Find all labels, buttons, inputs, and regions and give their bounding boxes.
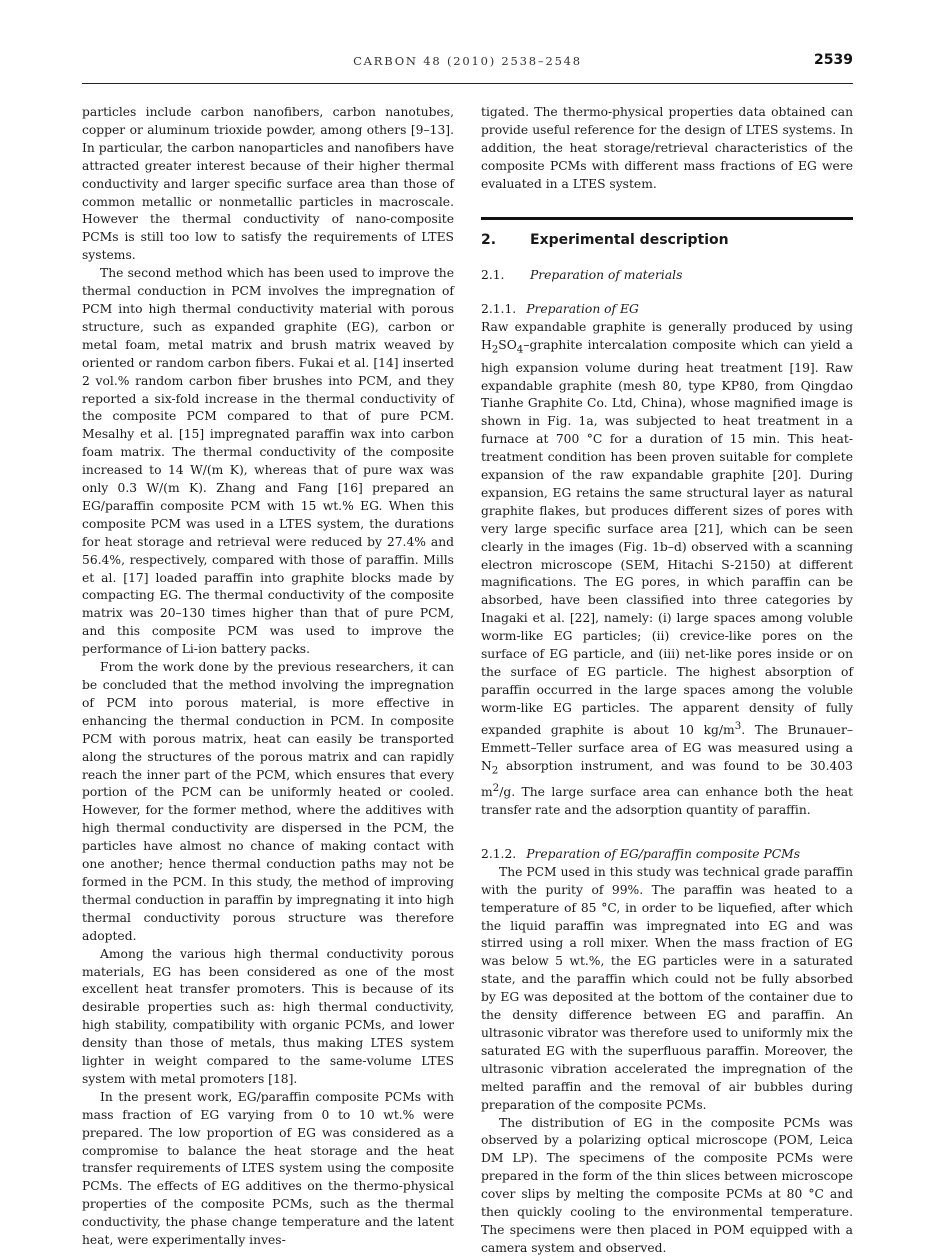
subsection-heading bbox=[481, 267, 853, 285]
chemical-formula: $H_2SO_4$ bbox=[481, 338, 524, 356]
subsubsection-heading bbox=[481, 301, 853, 319]
journal-citation: CARBON 48 (2010) 2538–2548 bbox=[353, 54, 582, 68]
subsubsection-number: 2.1.2. bbox=[481, 846, 517, 861]
subsubsection-title: Preparation of EG/paraffin composite PCMs bbox=[526, 846, 801, 861]
paragraph: From the work done by the previous researchers, it can be concluded that the method involving the impregnation of PCM into porous material, is more effective in enhancing the thermal conduction in PCM. In composite PCM with porous matrix, heat can easily be transported along the structures of the porous matrix and can rapidly reach the inner part of the PCM, which ensures that every portion of the PCM can be uniformly heated or cooled. However, for the former method, where the additives with high thermal conductivity are dispersed in the PCM, the particles have almost no chance of making contact with one another; hence thermal conduction paths may not be formed in the PCM. In this study, the method of improving thermal conduction in paraffin by impregnating it into high thermal conductivity porous structure was therefore adopted. bbox=[82, 660, 454, 943]
paragraph: tigated. The thermo-physical properties data obtained can provide useful reference for the design of LTES systems. In addition, the heat storage/retrieval characteristics of the composite PCMs with different mass fractions of EG were evaluated in a LTES system. bbox=[481, 105, 853, 191]
section-number: 2. bbox=[481, 231, 497, 248]
page-number: 2539 bbox=[814, 52, 853, 68]
subsection-title: Preparation of materials bbox=[530, 267, 683, 282]
paragraph: The distribution of EG in the composite PCMs was observed by a polarizing optical microscope (POM, Leica DM LP). The specimens of the composite PCMs were prepared in the form of the thin slices between microscope cover slips by melting the composite PCMs at 80 °C and then quickly cooling to the environmental temperature. The specimens were then placed in POM equipped with a camera system and observed. bbox=[481, 1115, 853, 1255]
section-heading bbox=[481, 231, 853, 249]
right-column bbox=[481, 104, 853, 1258]
subsubsection-heading bbox=[481, 846, 853, 864]
paragraph: The PCM used in this study was technical grade paraffin with the purity of 99%. The paraffin was heated to a temperature of 85 °C, in order to be liquefied, after which the liquid paraffin was impregnated into EG and was stirred using a roll mixer. When the mass fraction of EG was below 5 wt.%, the EG particles were in a saturated state, and the paraffin which could not be fully absorbed by EG was deposited at the bottom of the container due to the density difference between EG and paraffin. An ultrasonic vibrator was therefore used to uniformly mix the saturated EG with the superfluous paraffin. Moreover, the ultrasonic vibration accelerated the impregnation of the melted paraffin and the removal of air bubbles during preparation of the composite PCMs. bbox=[481, 864, 853, 1112]
subsection-number: 2.1. bbox=[481, 267, 505, 282]
paragraph: In the present work, EG/paraffin composite PCMs with mass fraction of EG varying from 0 to 10 wt.% were prepared. The low proportion of EG was considered as a compromise to balance the heat storage and the heat transfer requirements of LTES system using the composite PCMs. The effects of EG additives on the thermo-physical properties of the composite PCMs, such as the thermal conductivity, the phase change temperature and the latent heat, were experimentally inves- bbox=[82, 1089, 454, 1248]
paragraph: Among the various high thermal conductivity porous materials, EG has been considered as one of the most excellent heat transfer promoters. This is because of its desirable properties such as: high thermal conductivity, high stability, compatibility with organic PCMs, and lower density than those of metals, thus making LTES system lighter in weight compared to the same-volume LTES system with metal promoters [18]. bbox=[82, 946, 454, 1086]
section-title: Experimental description bbox=[530, 231, 729, 248]
paragraph: The second method which has been used to improve the thermal conduction in PCM involves the impregnation of PCM into high thermal conductivity material with porous structure, such as expanded graphite (EG), carbon or metal foam, metal matrix and brush matrix weaved by oriented or random carbon fibers. Fukai et al. [14] inserted 2 vol.% random carbon fiber brushes into PCM, and they reported a six-fold increase in the thermal conductivity of the composite PCM compared to that of pure PCM. Mesalhy et al. [15] impregnated paraffin wax into carbon foam matrix. The thermal conductivity of the composite increased to 14 W/(m K), whereas that of pure wax was only 0.3 W/(m K). Zhang and Fang [16] prepared an EG/paraffin composite PCM with 15 wt.% EG. When this composite PCM was used in a LTES system, the durations for heat storage and retrieval were reduced by 27.4% and 56.4%, respectively, compared with those of paraffin. Mills et al. [17] loaded paraffin into graphite blocks made by compacting EG. The thermal conductivity of the composite matrix was 20–130 times higher than that of pure PCM, and this composite PCM was used to improve the performance of Li-ion battery packs. bbox=[82, 266, 454, 657]
left-column bbox=[82, 104, 454, 1250]
subsubsection-number: 2.1.1. bbox=[481, 302, 517, 317]
running-header bbox=[82, 52, 853, 78]
section-rule bbox=[481, 217, 853, 220]
header-rule bbox=[82, 83, 853, 84]
paragraph: particles include carbon nanofibers, carbon nanotubes, copper or aluminum trioxide powder, among others [9–13]. In particular, the carbon nanoparticles and nanofibers have attracted greater interest because of their higher thermal conductivity and larger specific surface area than those of common metallic or nonmetallic particles in macroscale. However the thermal conductivity of nano-composite PCMs is still too low to satisfy the requirements of LTES systems. bbox=[82, 105, 454, 263]
paragraph-eg: Raw expandable graphite is generally produced by using $H_2SO_4$–graphite intercalation composite which can yield a high expansion volume during heat treatment [19]. Raw expandable graphite (mesh 80, type KP80, from Qingdao Tianhe Graphite Co. Ltd, China), whose magnified image is shown in Fig. 1a, was subjected to heat treatment in a furnace at 700 °C for a duration of 15 min. This heat-treatment condition has been proven suitable for complete expansion of the raw expandable graphite [20]. During expansion, EG retains the same structural layer as natural graphite flakes, but produces different sizes of pores with very large specific surface area [21], which can be seen clearly in the images (Fig. 1b–d) observed with a scanning electron microscope (SEM, Hitachi S-2150) at different magnifications. The EG pores, in which paraffin can be absorbed, have been classified into three categories by Inagaki et al. [22], namely: (i) large spaces among voluble worm-like EG particles; (ii) crevice-like pores on the surface of EG particle, and (iii) net-like pores inside or on the surface of EG particle. The highest absorption of paraffin occurred in the large spaces among the voluble worm-like EG particles. The apparent density of fully expanded graphite is about 10 $kg/m^3$. The Brunauer–Emmett–Teller surface area of EG was measured using a $N_2$ absorption instrument, and was found to be 30.403 $m^2/g$. The large surface area can enhance both the heat transfer rate and the adsorption quantity of paraffin. bbox=[481, 320, 853, 817]
subsubsection-title: Preparation of EG bbox=[526, 302, 639, 317]
